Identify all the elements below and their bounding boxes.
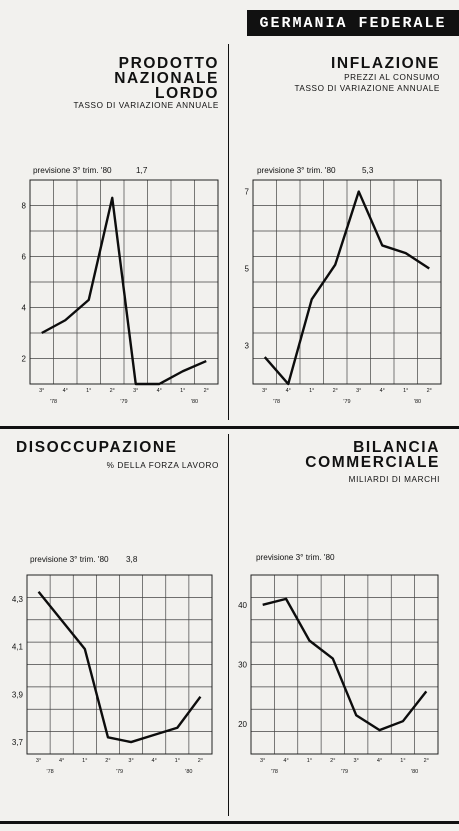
gdp-subtitle: TASSO DI VARIAZIONE ANNUALE <box>73 101 219 110</box>
unemployment-x-tick-label: 4° <box>59 758 65 764</box>
trade-balance-year-label: '80 <box>411 769 419 775</box>
trade-balance-title-line: COMMERCIALE <box>305 454 440 471</box>
inflation-subtitle-line: PREZZI AL CONSUMO <box>344 73 440 82</box>
inflation-x-tick-label: 4° <box>379 388 385 394</box>
unemployment-x-tick-label: 1° <box>82 758 88 764</box>
trade-balance-forecast-label: previsione 3° trim. '80 <box>256 553 335 562</box>
gdp-x-tick-label: 2° <box>203 388 209 394</box>
gdp-x-tick-label: 4° <box>156 388 162 394</box>
trade-balance-y-tick-label: 20 <box>238 720 247 730</box>
inflation-x-tick-label: 1° <box>403 388 409 394</box>
trade-balance-x-tick-label: 3° <box>260 758 266 764</box>
inflation-year-label: '80 <box>413 399 422 405</box>
trade-balance-title-line: BILANCIA <box>353 439 440 456</box>
unemployment-subtitle: % DELLA FORZA LAVORO <box>106 461 219 470</box>
unemployment-x-tick-label: 1° <box>174 758 180 764</box>
inflation-y-tick-label: 5 <box>244 264 249 274</box>
inflation-x-tick-label: 2° <box>332 388 338 394</box>
gdp-title-line: NAZIONALE <box>114 70 219 87</box>
gdp-year-label: '80 <box>190 399 199 405</box>
gdp-x-tick-label: 1° <box>86 388 92 394</box>
unemployment-year-label: '80 <box>185 769 193 775</box>
gdp-y-tick-label: 8 <box>21 201 26 211</box>
inflation-year-label: '78 <box>272 399 281 405</box>
inflation-x-tick-label: 3° <box>262 388 268 394</box>
unemployment-year-label: '79 <box>115 769 124 775</box>
inflation-forecast-value: 5,3 <box>362 166 374 175</box>
gdp-x-tick-label: 3° <box>39 388 45 394</box>
gdp-y-tick-label: 4 <box>21 303 26 313</box>
gdp-forecast-label: previsione 3° trim. '80 <box>33 166 112 175</box>
unemployment-title-line: DISOCCUPAZIONE <box>16 439 178 456</box>
trade-balance-x-tick-label: 4° <box>376 758 383 764</box>
unemployment-forecast-value: 3,8 <box>126 555 138 564</box>
inflation-x-tick-label: 1° <box>309 388 315 394</box>
unemployment-x-tick-label: 3° <box>128 758 134 764</box>
gdp-forecast-value: 1,7 <box>136 166 148 175</box>
gdp-x-tick-label: 2° <box>109 388 115 394</box>
unemployment-year-label: '78 <box>46 769 54 775</box>
inflation-x-tick-label: 4° <box>285 388 291 394</box>
gdp-y-tick-label: 6 <box>21 252 26 262</box>
unemployment-y-tick-label: 3,9 <box>11 690 23 700</box>
gdp-x-tick-label: 1° <box>180 388 186 394</box>
inflation-forecast-label: previsione 3° trim. '80 <box>257 166 336 175</box>
gdp-y-tick-label: 2 <box>21 354 26 364</box>
country-banner: GERMANIA FEDERALE <box>247 10 459 36</box>
trade-balance-x-tick-label: 3° <box>353 758 359 764</box>
inflation-y-tick-label: 3 <box>244 341 249 351</box>
trade-balance-x-tick-label: 1° <box>400 758 406 764</box>
gdp-title-line: PRODOTTO <box>118 55 219 72</box>
unemployment-x-tick-label: 4° <box>151 758 157 764</box>
gdp-title-line: LORDO <box>155 85 219 102</box>
inflation-subtitle-line: TASSO DI VARIAZIONE ANNUALE <box>294 84 440 93</box>
unemployment-x-tick-label: 3° <box>35 758 42 764</box>
inflation-title-line: INFLAZIONE <box>331 55 440 72</box>
trade-balance-y-tick-label: 30 <box>238 660 247 670</box>
inflation-x-tick-label: 3° <box>356 388 362 394</box>
trade-balance-x-tick-label: 2° <box>330 758 336 764</box>
trade-balance-year-label: '78 <box>270 769 278 775</box>
gdp-year-label: '79 <box>120 399 128 405</box>
unemployment-x-tick-label: 2° <box>105 758 111 764</box>
gdp-x-tick-label: 4° <box>62 388 68 394</box>
inflation-year-label: '79 <box>343 399 351 405</box>
unemployment-y-tick-label: 4,1 <box>11 642 23 652</box>
trade-balance-year-label: '79 <box>340 769 349 775</box>
unemployment-forecast-label: previsione 3° trim. '80 <box>30 555 109 564</box>
unemployment-y-tick-label: 3,7 <box>11 738 23 748</box>
gdp-x-tick-label: 3° <box>133 388 139 394</box>
trade-balance-x-tick-label: 1° <box>306 758 313 764</box>
inflation-y-tick-label: 7 <box>244 187 249 197</box>
trade-balance-x-tick-label: 4° <box>283 758 289 764</box>
gdp-year-label: '78 <box>49 399 58 405</box>
trade-balance-y-tick-label: 40 <box>238 600 247 610</box>
unemployment-x-tick-label: 2° <box>197 758 204 764</box>
unemployment-y-tick-label: 4,3 <box>11 594 23 604</box>
trade-balance-subtitle: MILIARDI DI MARCHI <box>348 475 440 484</box>
trade-balance-x-tick-label: 2° <box>423 758 429 764</box>
inflation-x-tick-label: 2° <box>426 388 432 394</box>
